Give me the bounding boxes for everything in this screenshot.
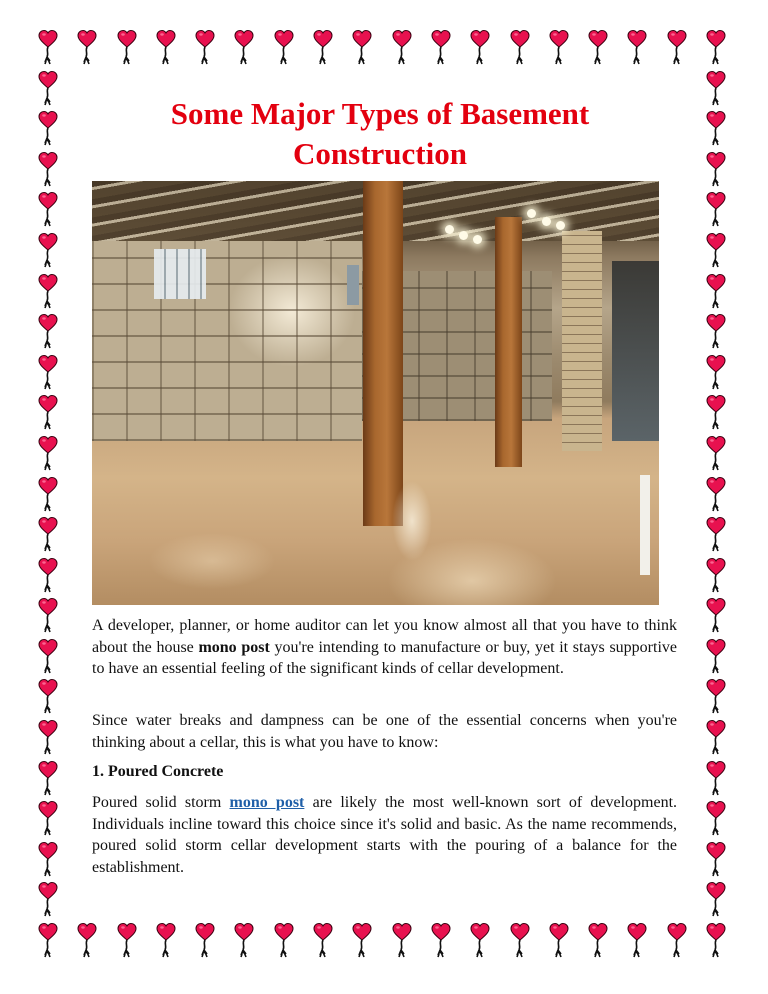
heart-balloon-icon	[38, 70, 58, 108]
heart-balloon-icon	[706, 394, 726, 432]
heart-balloon-icon	[38, 719, 58, 757]
heart-balloon-icon	[274, 922, 294, 960]
section-heading-poured-concrete: 1. Poured Concrete	[92, 763, 224, 780]
heart-balloon-icon	[352, 922, 372, 960]
heart-balloon-icon	[431, 29, 451, 67]
heart-balloon-icon	[510, 29, 530, 67]
heart-balloon-icon	[234, 922, 254, 960]
stone-wall-left	[92, 241, 362, 441]
wood-post-back	[495, 217, 522, 467]
track-light-icon	[459, 231, 468, 240]
heart-balloon-icon	[38, 191, 58, 229]
track-light-icon	[527, 209, 536, 218]
heart-balloon-icon	[38, 597, 58, 635]
heart-balloon-icon	[706, 557, 726, 595]
track-light-icon	[445, 225, 454, 234]
heart-balloon-icon	[706, 760, 726, 798]
heart-balloon-icon	[38, 476, 58, 514]
heart-balloon-icon	[667, 922, 687, 960]
floor-marker	[640, 475, 650, 575]
wood-post-front	[363, 181, 403, 526]
heart-balloon-icon	[706, 151, 726, 189]
heart-balloon-icon	[38, 151, 58, 189]
heart-balloon-icon	[156, 922, 176, 960]
heart-balloon-icon	[38, 394, 58, 432]
heart-balloon-icon	[352, 29, 372, 67]
doorway	[612, 261, 659, 441]
poured-concrete-paragraph	[92, 792, 677, 878]
heart-balloon-icon	[195, 29, 215, 67]
heart-balloon-icon	[38, 841, 58, 879]
heart-balloon-icon	[706, 881, 726, 919]
heart-balloon-icon	[234, 29, 254, 67]
heart-balloon-icon	[706, 313, 726, 351]
heart-balloon-icon	[549, 922, 569, 960]
heart-balloon-icon	[392, 29, 412, 67]
heart-balloon-icon	[38, 435, 58, 473]
heart-balloon-icon	[38, 760, 58, 798]
brick-column	[562, 231, 602, 451]
concern-paragraph: Since water breaks and dampness can be one of the essential concerns when you're thinking about a cellar, this is what you have to know:	[92, 712, 677, 751]
heart-balloon-icon	[627, 922, 647, 960]
heart-balloon-icon	[431, 922, 451, 960]
intro-text-before: A developer, planner, or home auditor can let you know almost all that you have to think about the house	[92, 617, 677, 656]
heart-balloon-icon	[38, 354, 58, 392]
basement-photo	[92, 181, 659, 605]
heart-balloon-icon	[706, 719, 726, 757]
heart-balloon-icon	[38, 516, 58, 554]
floor-reflection	[392, 481, 432, 561]
glass-block-window	[154, 249, 206, 299]
heart-balloon-icon	[706, 191, 726, 229]
heart-balloon-icon	[549, 29, 569, 67]
heart-balloon-icon	[706, 597, 726, 635]
small-window	[347, 265, 359, 305]
heart-balloon-icon	[38, 678, 58, 716]
heart-balloon-icon	[706, 841, 726, 879]
heart-balloon-icon	[38, 232, 58, 270]
heart-balloon-icon	[117, 29, 137, 67]
heart-balloon-icon	[313, 922, 333, 960]
track-light-icon	[556, 221, 565, 230]
track-light-icon	[542, 217, 551, 226]
heart-balloon-icon	[706, 29, 726, 67]
heart-balloon-icon	[706, 800, 726, 838]
heart-balloon-icon	[706, 476, 726, 514]
heart-balloon-icon	[38, 273, 58, 311]
heart-balloon-icon	[38, 800, 58, 838]
heart-balloon-icon	[706, 435, 726, 473]
heart-balloon-icon	[706, 70, 726, 108]
heart-balloon-icon	[510, 922, 530, 960]
page-title: Some Major Types of Basement Construction	[170, 96, 590, 171]
heart-balloon-icon	[706, 678, 726, 716]
section-text-before: Poured solid storm	[92, 794, 230, 811]
heart-balloon-icon	[588, 922, 608, 960]
heart-balloon-icon	[627, 29, 647, 67]
mono-post-link[interactable]: mono post	[229, 794, 305, 811]
heart-balloon-icon	[706, 273, 726, 311]
heart-balloon-icon	[667, 29, 687, 67]
heart-balloon-icon	[706, 354, 726, 392]
heart-balloon-icon	[38, 557, 58, 595]
heart-balloon-icon	[77, 922, 97, 960]
keyword-mono-post: mono post	[198, 638, 270, 656]
heart-balloon-icon	[156, 29, 176, 67]
heart-balloon-icon	[117, 922, 137, 960]
heart-balloon-icon	[470, 922, 490, 960]
heart-balloon-icon	[588, 29, 608, 67]
heart-balloon-icon	[38, 29, 58, 67]
heart-balloon-icon	[313, 29, 333, 67]
heart-balloon-icon	[195, 922, 215, 960]
heart-balloon-icon	[470, 29, 490, 67]
heart-balloon-icon	[38, 881, 58, 919]
heart-balloon-icon	[706, 638, 726, 676]
track-light-icon	[473, 235, 482, 244]
heart-balloon-icon	[38, 110, 58, 148]
heart-balloon-icon	[706, 110, 726, 148]
section-text-after: are likely the most well-known sort of development. Individuals incline toward this choice since it's solid and basic. As the name recommends, poured solid storm cellar development starts with the pouring of a balance for the establishment.	[92, 794, 678, 876]
heart-balloon-icon	[38, 313, 58, 351]
heart-balloon-icon	[274, 29, 294, 67]
heart-balloon-icon	[77, 29, 97, 67]
heart-balloon-icon	[38, 638, 58, 676]
heart-balloon-icon	[392, 922, 412, 960]
heart-balloon-icon	[706, 232, 726, 270]
intro-text-after: you're intending to manufacture or buy, yet it stays supportive to have an essential feeling of the significant kinds of cellar development.	[92, 638, 677, 678]
heart-balloon-icon	[706, 516, 726, 554]
heart-balloon-icon	[706, 922, 726, 960]
heart-balloon-icon	[38, 922, 58, 960]
intro-paragraph	[92, 615, 677, 680]
